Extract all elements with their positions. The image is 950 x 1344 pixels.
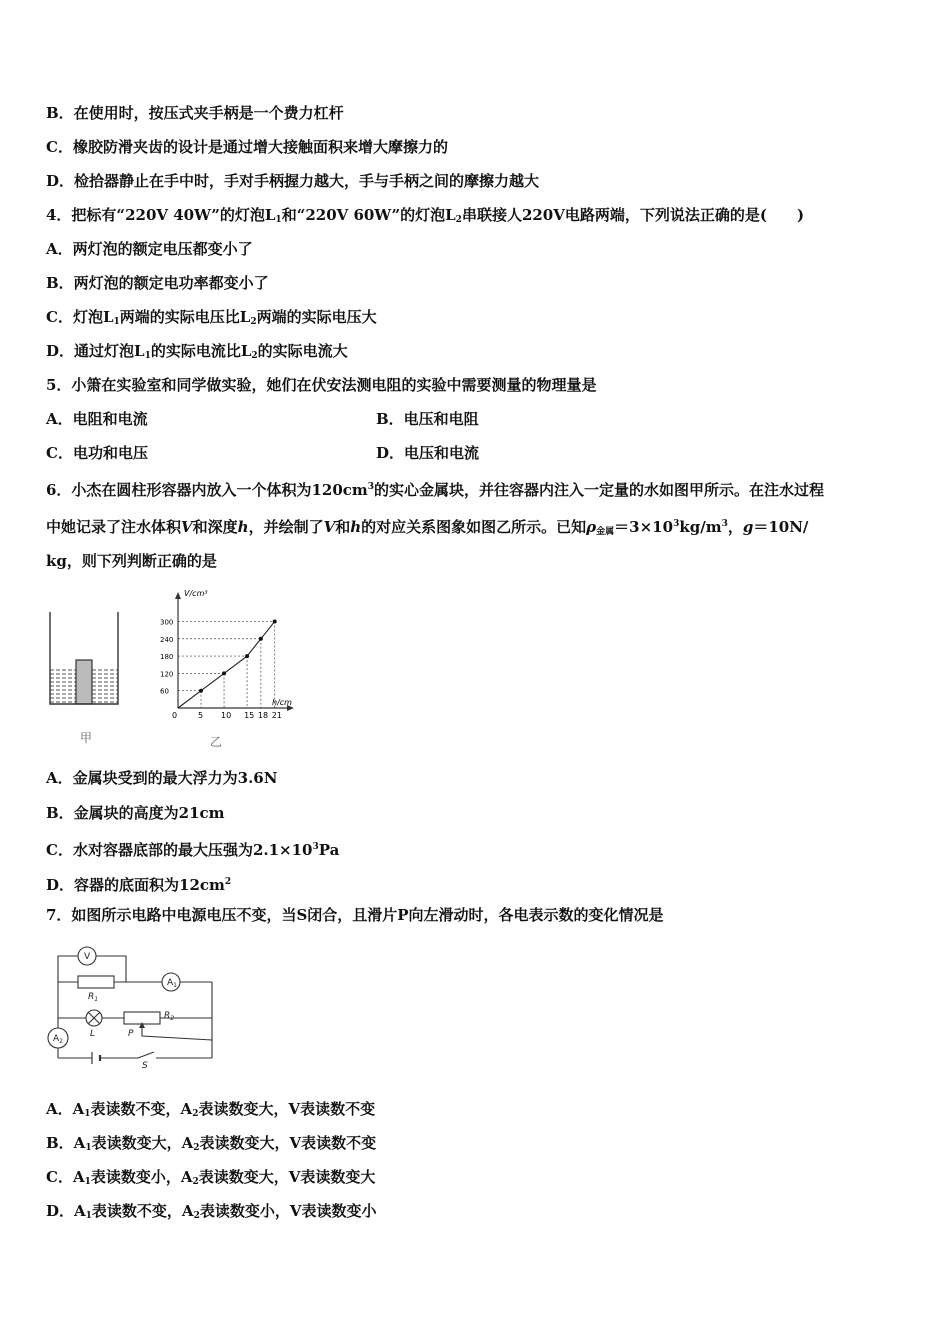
q7-option-b: B．$A_1$表读数变大，$A_2$表读数变大，V表读数不变 xyxy=(46,1134,377,1153)
resistor-r1 xyxy=(78,976,114,988)
x-tick-label: 10 xyxy=(221,711,232,720)
q4-option-d: D．通过灯泡$L_1$的实际电流比$L_2$的实际电流大 xyxy=(46,342,348,361)
x-tick-label: 5 xyxy=(198,711,204,720)
q6-stem-line2: 中她记录了注水体积V和深度h，并绘制了V和h的对应关系图象如图乙所示。已知$\rho_{金属}=3\times 10^3kg/m^3$，g＝10N/ xyxy=(46,518,809,537)
q6-option-a: A．金属块受到的最大浮力为3.6N xyxy=(46,769,278,787)
q6-option-c: C．水对容器底部的最大压强为$2.1\times 10^3Pa$ xyxy=(46,841,340,859)
q6-option-d: D．容器的底面积为$12cm^2$ xyxy=(46,876,232,894)
q3-option-d: D．检拾器静止在手中时，手对手柄握力越大，手与手柄之间的摩擦力越大 xyxy=(46,172,540,190)
y-tick-label: 120 xyxy=(160,670,174,679)
q4-option-c: C．灯泡$L_1$两端的实际电压比$L_2$两端的实际电压大 xyxy=(46,308,377,327)
q5-option-b: B．电压和电阻 xyxy=(376,410,479,428)
label-a2: $A_2$ xyxy=(53,1034,63,1045)
q5-option-c: C．电功和电压 xyxy=(46,444,148,462)
data-point xyxy=(245,654,249,658)
y-tick-label: 60 xyxy=(160,687,169,696)
q5-option-a: A．电阻和电流 xyxy=(46,410,148,428)
q6-stem-line3: kg，则下列判断正确的是 xyxy=(46,552,217,570)
x-tick-label: 21 xyxy=(271,711,282,720)
fig-yi-label: 乙 xyxy=(210,735,223,749)
circuit-diagram xyxy=(44,936,219,1070)
x-tick-label: 18 xyxy=(257,711,269,720)
label-a1: $A_1$ xyxy=(167,978,177,989)
q3-option-b: B．在使用时，按压式夹手柄是一个费力杠杆 xyxy=(46,104,344,122)
data-point xyxy=(199,689,203,693)
series-line xyxy=(178,621,275,708)
y-axis-arrow xyxy=(175,592,181,599)
label-s: S xyxy=(142,1061,148,1070)
data-point xyxy=(259,637,263,641)
label-r2: $R_2$ xyxy=(164,1011,175,1022)
data-point xyxy=(222,671,226,675)
y-axis-label: V/cm³ xyxy=(184,589,208,598)
label-p: P xyxy=(128,1029,134,1039)
q7-option-d: D．$A_1$表读数不变，$A_2$表读数变小，V表读数变小 xyxy=(46,1202,377,1221)
x-tick-label: 15 xyxy=(244,711,255,720)
q4-option-b: B．两灯泡的额定电功率都变小了 xyxy=(46,274,269,292)
label-v: V xyxy=(84,952,91,962)
figure-jia-container xyxy=(44,608,124,748)
data-point xyxy=(273,619,277,623)
q4-stem: 4．把标有“220V 40W”的灯泡$L_1$和“220V 60W”的灯泡$L_2$串联接人220V电路两端，下列说法正确的是( ) xyxy=(46,206,805,225)
label-l: L xyxy=(90,1029,96,1039)
metal-block xyxy=(76,660,92,704)
y-tick-label: 180 xyxy=(160,653,174,662)
q4-option-a: A．两灯泡的额定电压都变小了 xyxy=(46,240,253,258)
q6-option-b: B．金属块的高度为21cm xyxy=(46,804,225,822)
y-tick-label: 300 xyxy=(160,618,174,627)
q3-option-c: C．橡胶防滑夹齿的设计是通过增大接触面积来增大摩擦力的 xyxy=(46,138,448,156)
q7-stem: 7．如图所示电路中电源电压不变，当S闭合，且滑片P向左滑动时，各电表示数的变化情况是 xyxy=(46,906,664,924)
q7-option-a: A．$A_1$表读数不变，$A_2$表读数变大，V表读数不变 xyxy=(46,1100,376,1119)
figure-yi-chart xyxy=(150,584,305,754)
q5-option-d: D．电压和电流 xyxy=(376,444,480,462)
x-axis-label: h/cm xyxy=(272,698,292,707)
label-r1: $R_1$ xyxy=(88,992,99,1003)
fig-jia-label: 甲 xyxy=(80,731,93,745)
origin-label: 0 xyxy=(172,711,178,720)
q6-stem-line1: 6．小杰在圆柱形容器内放入一个体积为$120cm^3$的实心金属块，并往容器内注入一定量的水如图甲所示。在注水过程 xyxy=(46,481,825,499)
y-tick-label: 240 xyxy=(160,635,174,644)
q5-stem: 5．小箫在实验室和同学做实验，她们在伏安法测电阻的实验中需要测量的物理量是 xyxy=(46,376,597,394)
q7-option-c: C．$A_1$表读数变小，$A_2$表读数变大，V表读数变大 xyxy=(46,1168,376,1187)
